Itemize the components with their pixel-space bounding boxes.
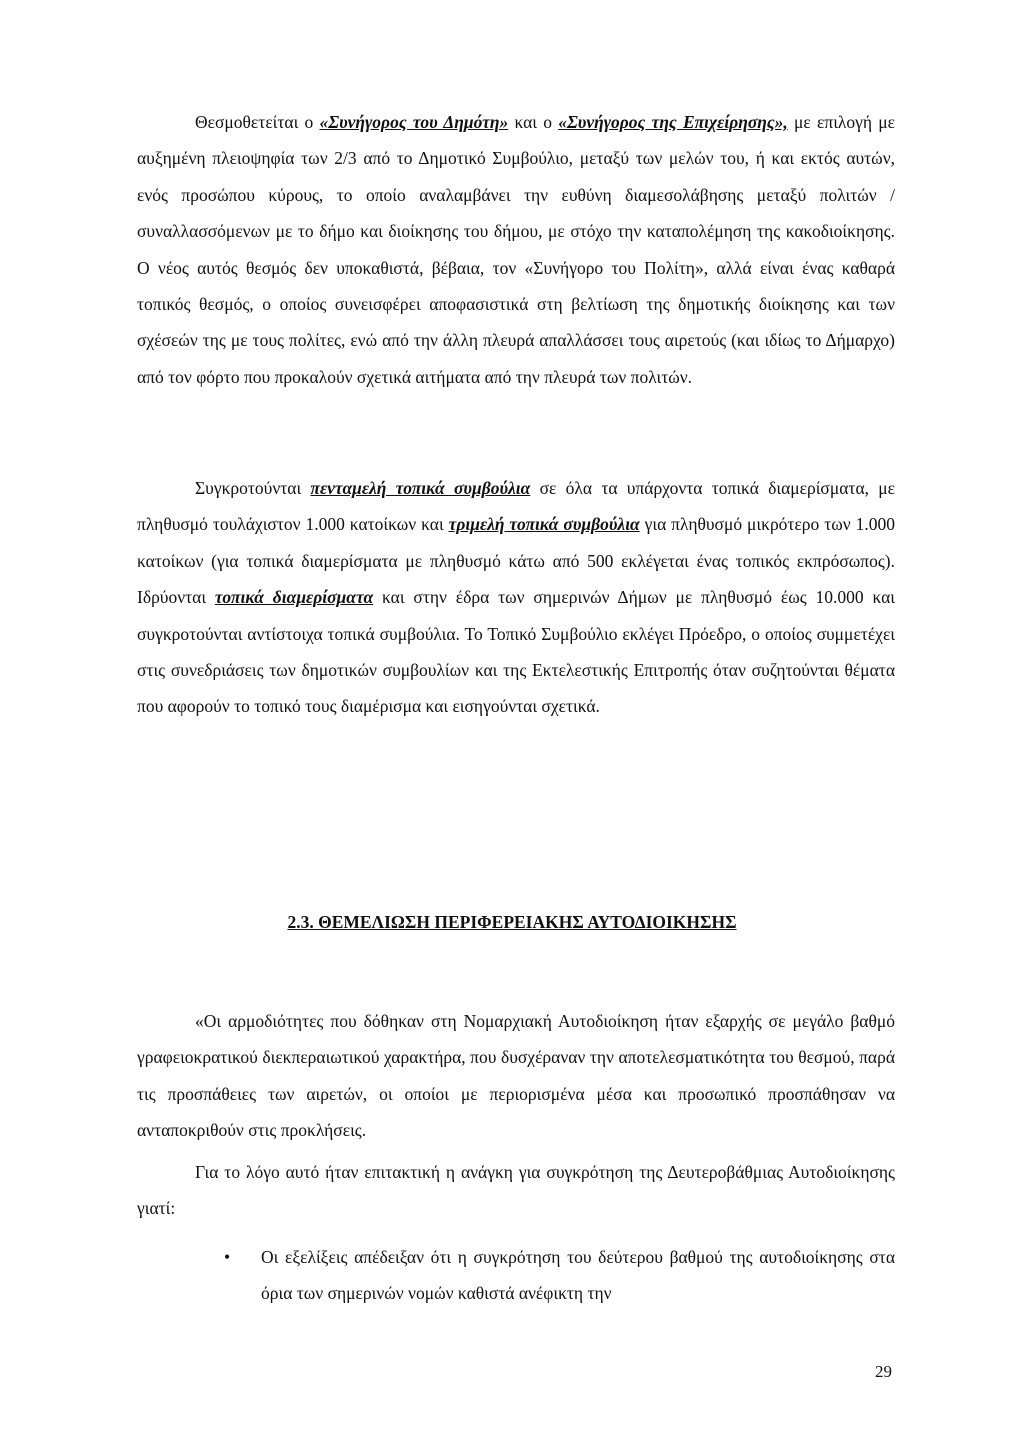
local-districts-term: τοπικά διαμερίσματα — [214, 587, 374, 608]
paragraph-local-councils — [137, 470, 895, 725]
paragraph-text: σε όλα τα υπάρχοντα τοπικά διαμερίσματα, με πληθυσμό τουλάχιστον 1.000 κατοίκων και — [137, 478, 895, 535]
paragraph-text: και στην έδρα των σημερινών Δήμων με πληθυσμό έως 10.000 και συγκροτούνται αντίστοιχα τοπικά συμβούλια. Το Τοπικό Συμβούλιο εκλέγει Πρόεδρο, ο οποίος συμμετέχει στις συνεδριάσεις των δημοτικών συμβουλίων και της Εκτελεστικής Επιτροπής όταν συζητούνται θέματα που αφορούν το τοπικό τους διαμέρισμα και εισηγούνται σχετικά. — [137, 587, 896, 717]
paragraph-text: με επιλογή με αυξημένη πλειοψηφία των 2/3 από το Δημοτικό Συμβούλιο, μεταξύ των μελών του, ή και εκτός αυτών, ενός προσώπου κύρους, το οποίο αναλαμβάνει την ευθύνη διαμεσολάβησης μεταξύ πολιτών / συναλλασσόμενων με το δήμο και διοίκησης του δήμου, με στόχο την καταπολέμηση της κακοδιοίκησης. Ο νέος αυτός θεσμός δεν υποκαθιστά, βέβαια, τον «Συνήγορο του Πολίτη», αλλά είναι ένας καθαρά τοπικός θεσμός, ο οποίος συνεισφέρει αποφασιστικά στη βελτίωση της δημοτικής διοίκησης και των σχέσεών της με τους πολίτες, ενώ από την άλλη πλευρά απαλλάσσει τους αιρετούς (και ιδίως το Δήμαρχο) από τον φόρτο που προκαλούν σχετικά αιτήματα από την πλευρά των πολιτών. — [137, 112, 895, 387]
paragraph-text: Συγκροτούνται — [195, 478, 311, 498]
bullet-item: Οι εξελίξεις απέδειξαν ότι η συγκρότηση του δεύτερου βαθμού της αυτοδιοίκησης στα όρια των σημερινών νομών καθιστά ανέφικτη την — [261, 1247, 895, 1304]
business-ombudsman-term: «Συνήγορος της Επιχείρησης», — [558, 112, 788, 132]
paragraph-ombudsman — [137, 104, 895, 395]
five-member-councils-term: πενταμελή τοπικά συμβούλια — [310, 478, 531, 498]
paragraph-text: Θεσμοθετείται ο — [195, 112, 320, 132]
section-heading: 2.3. ΘΕΜΕΛΙΩΣΗ ΠΕΡΙΦΕΡΕΙΑΚΗΣ ΑΥΤΟΔΙΟΙΚΗΣΗΣ — [287, 912, 737, 932]
three-member-councils-term: τριμελή τοπικά συμβούλια — [448, 514, 640, 535]
paragraph-text: για πληθυσμό μικρότερο των 1.000 κατοίκων (για τοπικά διαμερίσματα με πληθυσμό κάτω από 500 εκλέγεται ένας τοπικός εκπρόσωπος). Ιδρύονται — [137, 514, 895, 608]
paragraph-text: και ο — [508, 112, 559, 132]
bullet-icon: • — [224, 1247, 231, 1267]
citizen-ombudsman-term: «Συνήγορος του Δημότη» — [319, 112, 509, 132]
paragraph-reason: Για το λόγο αυτό ήταν επιτακτική η ανάγκη για συγκρότηση της Δευτεροβάθμιας Αυτοδιοίκησης γιατί: — [137, 1162, 895, 1219]
page-number: 29 — [875, 1362, 892, 1381]
paragraph-prefecture-competences: «Οι αρμοδιότητες που δόθηκαν στη Νομαρχιακή Αυτοδιοίκηση ήταν εξαρχής σε μεγάλο βαθμό γραφειοκρατικού διεκπεραιωτικού χαρακτήρα, που δυσχέραναν την αποτελεσματικότητα του θεσμού, παρά τις προσπάθειες των αιρετών, οι οποίοι με περιορισμένα μέσα και προσωπικό προσπάθησαν να ανταποκριθούν στις προκλήσεις. — [137, 1011, 895, 1141]
